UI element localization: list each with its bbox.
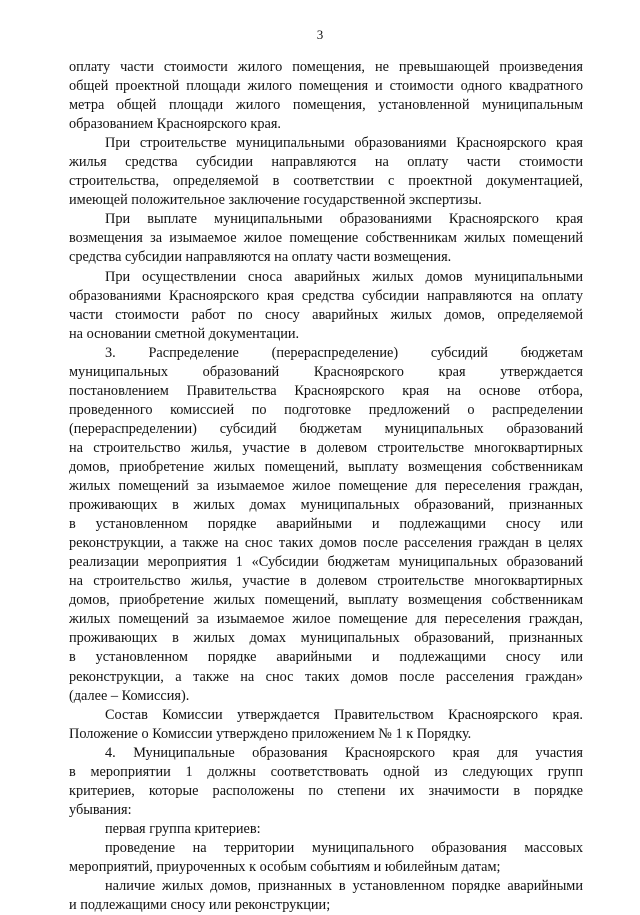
paragraph-line: в мероприятии 1 должны соответствовать одной из следующих групп (69, 763, 583, 780)
paragraph-line: мероприятий, приуроченных к особым событиям и юбилейным датам; (69, 858, 501, 875)
paragraph (69, 58, 583, 134)
paragraph (69, 134, 583, 210)
paragraph-line: проведение на территории муниципального образования массовых (105, 839, 583, 856)
paragraph-line: домов, приобретение жилых помещений, выплату возмещения собственникам (69, 458, 583, 475)
paragraph-line: При строительстве муниципальными образованиями Красноярского края (105, 135, 583, 152)
paragraph-line: убывания: (69, 801, 132, 818)
paragraph-line: муниципальных образований Красноярского края утверждается (69, 363, 583, 380)
document-body (69, 58, 583, 915)
paragraph-line: При осуществлении сноса аварийных жилых домов муниципальными (105, 268, 583, 285)
paragraph-line: на основании сметной документации. (69, 325, 300, 342)
paragraph-line: средства субсидии направляются на оплату части возмещения. (69, 249, 452, 266)
paragraph-line: Положение о Комиссии утверждено приложением № 1 к Порядку. (69, 725, 472, 742)
paragraph-line: реконструкции, а также на снос таких домов после расселения граждан в целях (69, 535, 583, 552)
paragraph-line: и подлежащими сносу или реконструкции; (69, 897, 331, 914)
paragraph (69, 706, 583, 744)
paragraph-line: строительства, определяемой в соответствии с проектной документацией, (69, 173, 583, 190)
paragraph-line: 3. Распределение (перераспределение) субсидий бюджетам (105, 344, 583, 361)
paragraph-line: имеющей положительное заключение государственной экспертизы. (69, 192, 482, 209)
paragraph (69, 877, 583, 915)
paragraph-line: на строительство жилья, участие в долевом строительстве многоквартирных (69, 439, 583, 456)
paragraph-line: (далее – Комиссия). (69, 687, 190, 704)
paragraph (69, 344, 583, 706)
paragraph (69, 744, 583, 820)
paragraph-line: реализации мероприятия 1 «Субсидии бюджетам муниципальных образований (69, 554, 583, 571)
paragraph-line: в установленном порядке аварийными и подлежащими сносу или (69, 516, 583, 533)
paragraph (69, 268, 583, 344)
paragraph-line: первая группа критериев: (105, 820, 261, 837)
paragraph-line: постановлением Правительства Красноярского края на основе отбора, (69, 382, 583, 399)
paragraph-line: проживающих в жилых домах муниципальных образований, признанных (69, 497, 583, 514)
paragraph-line: образованием Красноярского края. (69, 116, 281, 133)
paragraph-line: метра общей площади жилого помещения, установленной муниципальным (69, 97, 583, 114)
paragraph-line: жилых помещений за изымаемое жилое помещение для переселения граждан, (69, 478, 583, 495)
paragraph (69, 839, 583, 877)
paragraph-line: (перераспределении) субсидий бюджетам муниципальных образований (69, 420, 583, 437)
paragraph-line: 4. Муниципальные образования Красноярского края для участия (105, 744, 583, 761)
paragraph-line: образованиями Красноярского края средства субсидии направляются на оплату (69, 287, 583, 304)
paragraph-line: части стоимости работ по сносу аварийных жилых домов, определяемой (69, 306, 583, 323)
paragraph-line: Состав Комиссии утверждается Правительством Красноярского края. (105, 706, 583, 723)
paragraph-line: проживающих в жилых домах муниципальных образований, признанных (69, 630, 583, 647)
paragraph-line: жилых помещений за изымаемое жилое помещение для переселения граждан, (69, 611, 583, 628)
paragraph-line: реконструкции, а также на снос таких домов после расселения граждан» (69, 668, 583, 685)
paragraph-line: общей проектной площади жилого помещения и стоимости одного квадратного (69, 78, 583, 95)
paragraph-line: оплату части стоимости жилого помещения, не превышающей произведения (69, 59, 583, 75)
paragraph-line: домов, приобретение жилых помещений, выплату возмещения собственникам (69, 592, 583, 609)
paragraph (69, 210, 583, 267)
page-number: 3 (316, 27, 324, 42)
paragraph-line: критериев, которые расположены по степени их значимости в порядке (69, 782, 583, 799)
paragraph (69, 820, 583, 839)
paragraph-line: жилья средства субсидии направляются на оплату части стоимости (69, 154, 583, 171)
paragraph-line: При выплате муниципальными образованиями Красноярского края (105, 211, 583, 228)
paragraph-line: на строительство жилья, участие в долевом строительстве многоквартирных (69, 573, 583, 590)
paragraph-line: наличие жилых домов, признанных в установленном порядке аварийными (105, 878, 583, 895)
paragraph-line: возмещения за изымаемое жилое помещение собственникам жилых помещений (69, 230, 583, 247)
paragraph-line: проведенного комиссией по подготовке предложений о распределении (69, 401, 583, 418)
paragraph-line: в установленном порядке аварийными и подлежащими сносу или (69, 649, 583, 666)
